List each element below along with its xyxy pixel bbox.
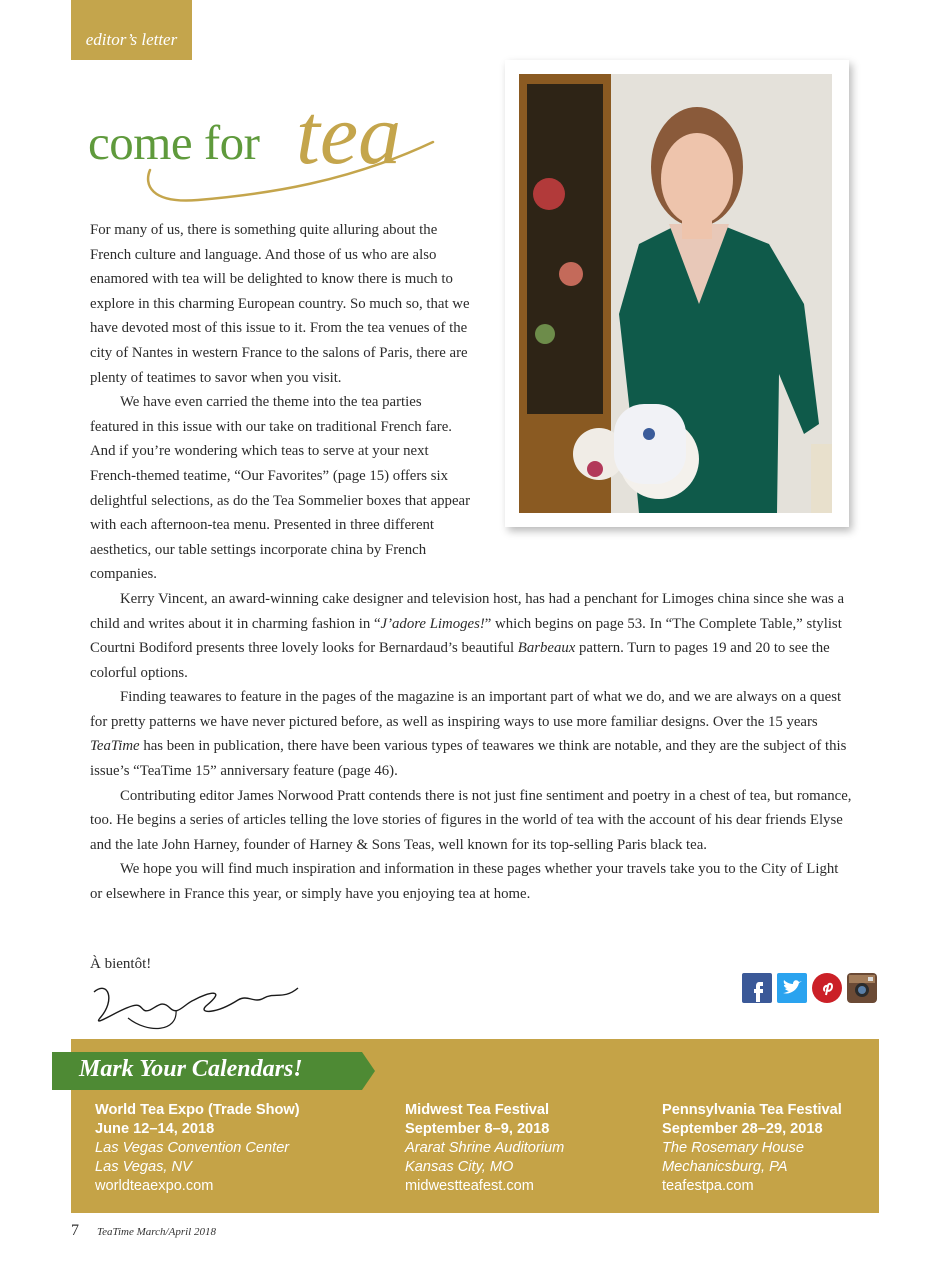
- calendar-heading: Mark Your Calendars!: [79, 1056, 303, 1082]
- headline-word-tea: tea: [296, 86, 402, 182]
- event-dates: September 28–29, 2018: [662, 1121, 823, 1137]
- event-3: [662, 1101, 842, 1196]
- event-venue: Las Vegas Convention Center: [95, 1140, 290, 1156]
- paragraph-4: Finding teawares to feature in the pages of the magazine is an important part of what we do, and we are always on a quest for pretty patterns we have never pictured before, as well as inspiring ways to use more familiar designs. Over the 15 years TeaTime has been in publication, there have been various types of teawares we think are notable, and they are the subject of this issue’s “TeaTime 15” anniversary feature (page 46).: [90, 689, 847, 780]
- magazine-issue: TeaTime March/April 2018: [97, 1226, 216, 1238]
- event-1: [95, 1101, 300, 1196]
- event-url[interactable]: worldteaexpo.com: [95, 1178, 214, 1194]
- twitter-icon[interactable]: [777, 973, 807, 1003]
- editor-signature: [88, 970, 303, 1042]
- letter-body: [90, 218, 852, 907]
- event-url[interactable]: teafestpa.com: [662, 1178, 754, 1194]
- event-dates: September 8–9, 2018: [405, 1121, 550, 1137]
- calendar-banner: [52, 1052, 375, 1090]
- paragraph-1: For many of us, there is something quite alluring about the French culture and language. And those of us who are also enamored with tea will be delighted to know there is much to explore in this charming European country. So much so, that we have devoted most of this issue to it. From the tea venues of the city of Nantes in western France to the salons of Paris, there are plenty of teatimes to savor when you visit.: [90, 222, 470, 386]
- signoff: À bientôt!: [90, 956, 152, 972]
- event-city: Kansas City, MO: [405, 1159, 514, 1175]
- event-name: World Tea Expo (Trade Show): [95, 1102, 300, 1118]
- section-tag: editor’s letter: [71, 0, 192, 60]
- headline: [88, 86, 448, 207]
- event-name: Pennsylvania Tea Festival: [662, 1102, 842, 1118]
- instagram-icon[interactable]: [847, 973, 877, 1003]
- event-city: Mechanicsburg, PA: [662, 1159, 788, 1175]
- pinterest-icon[interactable]: [812, 973, 842, 1003]
- facebook-icon[interactable]: [742, 973, 772, 1003]
- event-2: [405, 1101, 564, 1196]
- event-city: Las Vegas, NV: [95, 1159, 192, 1175]
- social-links: [742, 973, 877, 1003]
- headline-word-come-for: come for: [88, 115, 260, 170]
- paragraph-6: We hope you will find much inspiration and information in these pages whether your travels take you to the City of Light or elsewhere in France this year, or simply have you enjoying tea at home.: [90, 861, 839, 903]
- paragraph-5: Contributing editor James Norwood Pratt contends there is not just fine sentiment and poetry in a chest of tea, but romance, too. He begins a series of articles telling the love stories of figures in the world of tea with the account of his dear friends Elyse and the late John Harney, founder of Harney & Sons Teas, well known for its top-selling Paris black tea.: [90, 787, 852, 853]
- event-dates: June 12–14, 2018: [95, 1121, 215, 1137]
- paragraph-3: Kerry Vincent, an award-winning cake designer and television host, has had a penchant for Limoges china since she was a child and writes about it in charming fashion in “J’adore Limoges!” which begins on page 53. In “The Complete Table,” stylist Courtni Bodiford presents three lovely looks for Bernardaud’s beautiful Barbeaux pattern. Turn to pages 19 and 20 to see the colorful options.: [90, 590, 845, 681]
- event-venue: Ararat Shrine Auditorium: [405, 1140, 565, 1156]
- event-url[interactable]: midwestteafest.com: [405, 1178, 534, 1194]
- event-venue: The Rosemary House: [662, 1140, 804, 1156]
- paragraph-2: We have even carried the theme into the tea parties featured in this issue with our take on traditional French fare. And if you’re wondering which teas to serve at your next French-themed teatime, “Our Favorites” (page 15) offers six delightful selections, as do the Tea Sommelier boxes that appear with each afternoon-tea menu. Presented in three different aesthetics, our table settings incorporate china by French companies.: [90, 394, 471, 583]
- page-number: 7: [71, 1222, 79, 1239]
- folio: [71, 1222, 216, 1240]
- event-name: Midwest Tea Festival: [405, 1102, 550, 1118]
